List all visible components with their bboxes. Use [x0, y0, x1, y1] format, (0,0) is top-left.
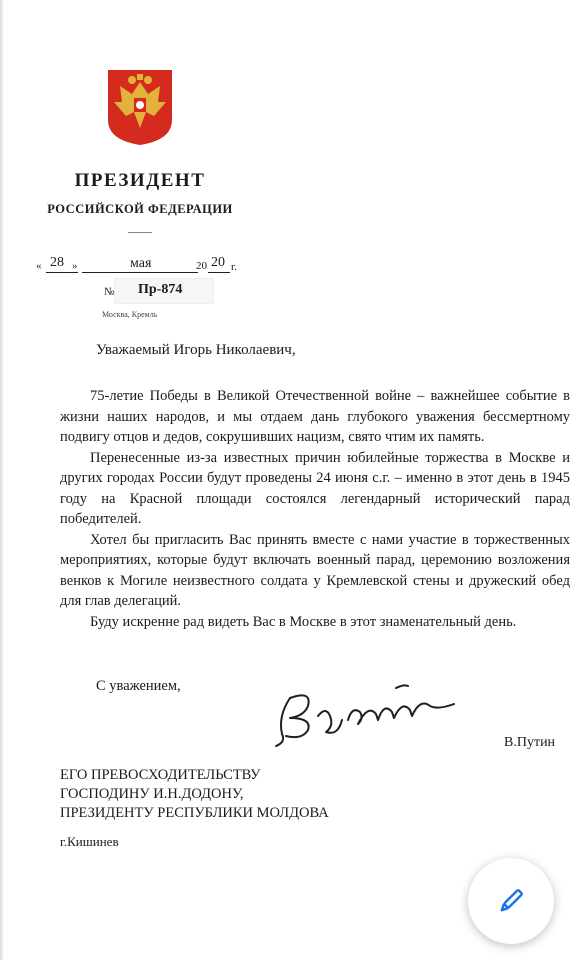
- day-underline: [46, 272, 78, 273]
- date-month: мая: [130, 256, 152, 271]
- letter-body: [60, 386, 570, 632]
- year-unit: г.: [231, 261, 238, 273]
- divider: [128, 232, 152, 233]
- paragraph-3: Хотел бы пригласить Вас принять вместе с нами участие в торжественных мероприятиях, которые будут включать военный парад, церемонию возложения венков к Могиле неизвестного солдата у Кремлевской стены и дружеский обед для глав делегаций.: [60, 531, 570, 609]
- pencil-edit-icon: [496, 886, 526, 916]
- addressee-city: г.Кишинев: [60, 834, 119, 849]
- signer-name: В.Путин: [504, 735, 556, 750]
- year-suffix: 20: [211, 255, 225, 270]
- document-title: ПРЕЗИДЕНТ: [74, 170, 206, 191]
- year-underline: [208, 272, 230, 273]
- russian-coat-of-arms-icon: [106, 68, 174, 146]
- paragraph-2: Перенесенные из-за известных причин юбилейные торжества в Москве и других городах России будут проведены 24 июня с.г. – именно в этот день в 1945 году на Красной площади состоялся легендарный исторический парад победителей.: [60, 449, 570, 527]
- addressee-line-2: ГОСПОДИНУ И.Н.ДОДОНУ,: [60, 786, 244, 802]
- month-underline: [82, 272, 198, 273]
- registration-number: Пр-874: [138, 282, 183, 297]
- handwritten-signature: [268, 676, 468, 748]
- document-subtitle: РОССИЙСКОЙ ФЕДЕРАЦИИ: [47, 202, 233, 216]
- paragraph-1: 75-летие Победы в Великой Отечественной войне – важнейшее событие в жизни наших народов, и мы отдаем дань глубокого уважения бессмертному подвигу отцов и дедов, сокрушивших нацизм, свято чтим их память.: [60, 388, 570, 445]
- addressee-block: [60, 766, 329, 823]
- paragraph-4: Буду искренне рад видеть Вас в Москве в этот знаменательный день.: [90, 613, 517, 630]
- date-day: 28: [50, 255, 64, 270]
- quote-open: «: [36, 260, 42, 272]
- number-label: №: [104, 286, 115, 298]
- year-prefix: 20: [196, 260, 207, 272]
- edit-button[interactable]: [468, 858, 554, 944]
- addressee-line-3: ПРЕЗИДЕНТУ РЕСПУБЛИКИ МОЛДОВА: [60, 805, 329, 821]
- addressee-line-1: ЕГО ПРЕВОСХОДИТЕЛЬСТВУ: [60, 767, 261, 783]
- quote-close: »: [72, 260, 78, 272]
- greeting: Уважаемый Игорь Николаевич,: [96, 342, 296, 358]
- page-edge-shadow: [0, 0, 4, 960]
- closing: С уважением,: [96, 678, 181, 694]
- place-of-issue: Москва, Кремль: [102, 310, 158, 319]
